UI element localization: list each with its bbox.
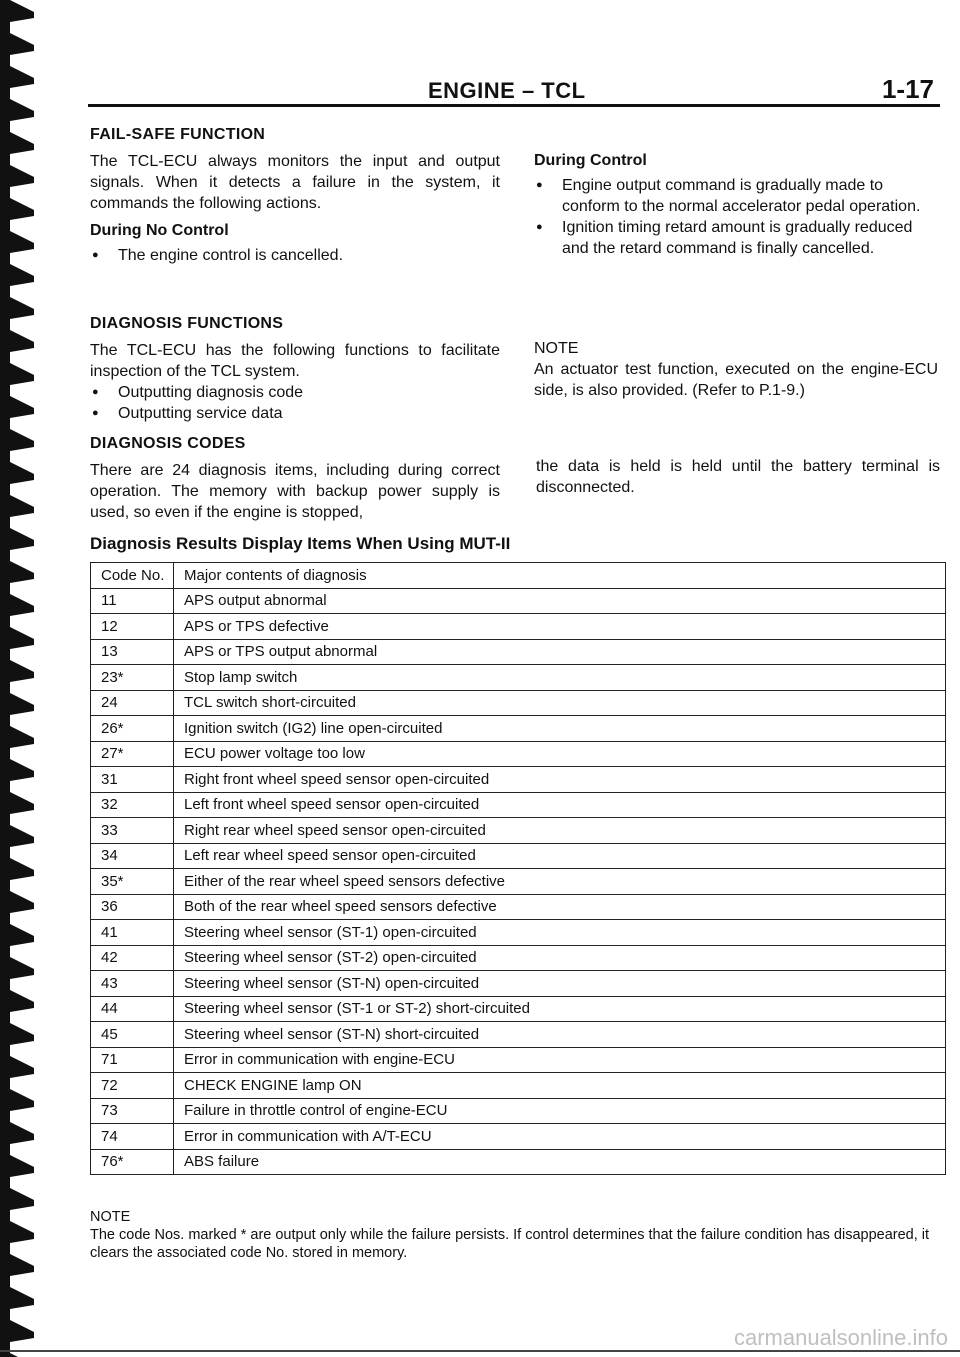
- binding-tooth: [10, 1155, 34, 1177]
- binding-tooth: [10, 66, 34, 88]
- description-cell: Steering wheel sensor (ST-1) open-circuited: [174, 920, 946, 946]
- diag-codes-heading: DIAGNOSIS CODES: [90, 435, 246, 452]
- binding-tooth: [10, 792, 34, 814]
- binding-tooth: [10, 495, 34, 517]
- description-cell: Steering wheel sensor (ST-2) open-circuited: [174, 945, 946, 971]
- binding-tooth: [10, 858, 34, 880]
- binding-tooth: [10, 330, 34, 352]
- binding-tooth: [10, 990, 34, 1012]
- table-row: [91, 1073, 946, 1099]
- code-cell: 35*: [91, 869, 174, 895]
- description-cell: ECU power voltage too low: [174, 741, 946, 767]
- code-cell: 41: [91, 920, 174, 946]
- table-row: [91, 996, 946, 1022]
- footer-note: [90, 1208, 948, 1262]
- code-cell: 24: [91, 690, 174, 716]
- table-row: [91, 971, 946, 997]
- code-cell: 76*: [91, 1149, 174, 1175]
- description-cell: Error in communication with A/T-ECU: [174, 1124, 946, 1150]
- binding-tooth: [10, 165, 34, 187]
- table-row: [91, 665, 946, 691]
- code-cell: 33: [91, 818, 174, 844]
- binding-tooth: [10, 759, 34, 781]
- binding-tooth: [10, 99, 34, 121]
- binding-tooth: [10, 1056, 34, 1078]
- binding-tooth: [10, 693, 34, 715]
- footer-note-label: NOTE: [90, 1209, 131, 1225]
- binding-tooth: [10, 1353, 34, 1357]
- binding-tooth: [10, 0, 34, 22]
- table-row: [91, 614, 946, 640]
- binding-tooth: [10, 594, 34, 616]
- description-cell: APS output abnormal: [174, 588, 946, 614]
- description-cell: Either of the rear wheel speed sensors defective: [174, 869, 946, 895]
- header-rule: [88, 104, 940, 107]
- table-row: [91, 792, 946, 818]
- binding-tooth: [10, 891, 34, 913]
- binding-tooth: [10, 924, 34, 946]
- description-cell: Both of the rear wheel speed sensors defective: [174, 894, 946, 920]
- binding-tooth: [10, 198, 34, 220]
- code-cell: 43: [91, 971, 174, 997]
- description-cell: Error in communication with engine-ECU: [174, 1047, 946, 1073]
- table-row: [91, 1022, 946, 1048]
- column-header-contents: Major contents of diagnosis: [174, 563, 946, 589]
- code-cell: 71: [91, 1047, 174, 1073]
- diag-function-item: ● Outputting service data: [90, 403, 500, 424]
- binding-tooth: [10, 561, 34, 583]
- code-cell: 45: [91, 1022, 174, 1048]
- binding-tooth: [10, 1188, 34, 1210]
- table-row: [91, 843, 946, 869]
- diag-codes-continued: [536, 456, 940, 498]
- binding-tooth: [10, 1122, 34, 1144]
- code-cell: 74: [91, 1124, 174, 1150]
- table-row: [91, 818, 946, 844]
- diag-functions-intro: The TCL-ECU has the following functions to facilitate inspection of the TCL system.: [90, 342, 500, 380]
- table-row: [91, 1149, 946, 1175]
- description-cell: Steering wheel sensor (ST-N) open-circuited: [174, 971, 946, 997]
- footer-note-text: The code Nos. marked * are output only while the failure persists. If control determines that the failure condition has disappeared, it clears the associated code No. stored in memory.: [90, 1227, 930, 1261]
- description-cell: Left rear wheel speed sensor open-circuited: [174, 843, 946, 869]
- table-row: [91, 945, 946, 971]
- description-cell: Left front wheel speed sensor open-circuited: [174, 792, 946, 818]
- page-header: [88, 74, 940, 102]
- code-cell: 13: [91, 639, 174, 665]
- table-row: [91, 869, 946, 895]
- code-cell: 26*: [91, 716, 174, 742]
- description-cell: Failure in throttle control of engine-ECU: [174, 1098, 946, 1124]
- table-row: [91, 767, 946, 793]
- binding-tooth: [10, 396, 34, 418]
- binding-tooth: [10, 33, 34, 55]
- table-body: [91, 588, 946, 1175]
- binding-tooth: [10, 1254, 34, 1276]
- description-cell: Right rear wheel speed sensor open-circuited: [174, 818, 946, 844]
- description-cell: Steering wheel sensor (ST-N) short-circuited: [174, 1022, 946, 1048]
- column-header-code: Code No.: [91, 563, 174, 589]
- watermark: carmanualsonline.info: [733, 1325, 948, 1350]
- failsafe-intro: The TCL-ECU always monitors the input and output signals. When it detects a failure in the system, it commands the following actions.: [90, 153, 500, 212]
- actuator-note: [534, 338, 938, 401]
- code-cell: 34: [91, 843, 174, 869]
- code-cell: 42: [91, 945, 174, 971]
- table-row: [91, 588, 946, 614]
- binding-tooth: [10, 132, 34, 154]
- binding-tooth: [10, 462, 34, 484]
- description-cell: ABS failure: [174, 1149, 946, 1175]
- failsafe-section: [90, 124, 500, 266]
- code-cell: 11: [91, 588, 174, 614]
- description-cell: Right front wheel speed sensor open-circuited: [174, 767, 946, 793]
- table-row: [91, 894, 946, 920]
- description-cell: Steering wheel sensor (ST-1 or ST-2) short-circuited: [174, 996, 946, 1022]
- code-cell: 27*: [91, 741, 174, 767]
- binding-tooth: [10, 825, 34, 847]
- description-cell: APS or TPS defective: [174, 614, 946, 640]
- binding-tooth: [10, 957, 34, 979]
- note-text: An actuator test function, executed on the engine-ECU side, is also provided. (Refer to P.1-9.): [534, 361, 938, 399]
- binding-edge: [0, 0, 42, 1357]
- no-control-item: ● The engine control is cancelled.: [90, 245, 500, 266]
- binding-tooth: [10, 1023, 34, 1045]
- code-cell: 44: [91, 996, 174, 1022]
- control-heading: During Control: [534, 152, 647, 169]
- description-cell: CHECK ENGINE lamp ON: [174, 1073, 946, 1099]
- diag-function-item: ● Outputting diagnosis code: [90, 382, 500, 403]
- binding-tooth: [10, 231, 34, 253]
- binding-tooth: [10, 363, 34, 385]
- table-row: [91, 1047, 946, 1073]
- diag-functions-heading: DIAGNOSIS FUNCTIONS: [90, 315, 284, 332]
- binding-tooth: [10, 1320, 34, 1342]
- table-row: [91, 741, 946, 767]
- binding-tooth: [10, 1089, 34, 1111]
- table-title: Diagnosis Results Display Items When Using MUT-II: [90, 534, 511, 553]
- table-row: [91, 1124, 946, 1150]
- binding-tooth: [10, 660, 34, 682]
- code-cell: 72: [91, 1073, 174, 1099]
- diagnosis-table: [90, 562, 946, 1175]
- failsafe-heading: FAIL-SAFE FUNCTION: [90, 126, 266, 143]
- code-cell: 73: [91, 1098, 174, 1124]
- description-cell: TCL switch short-circuited: [174, 690, 946, 716]
- code-cell: 31: [91, 767, 174, 793]
- code-cell: 12: [91, 614, 174, 640]
- binding-tooth: [10, 264, 34, 286]
- header-title: ENGINE – TCL: [428, 78, 586, 103]
- diag-codes-text-right: the data is held is held until the battery terminal is disconnected.: [536, 458, 940, 496]
- table-row: [91, 690, 946, 716]
- binding-tooth: [10, 627, 34, 649]
- binding-tooth: [10, 1287, 34, 1309]
- diag-functions-section: [90, 313, 500, 424]
- diag-codes-section: [90, 433, 500, 523]
- binding-tooth: [10, 297, 34, 319]
- description-cell: APS or TPS output abnormal: [174, 639, 946, 665]
- binding-tooth: [10, 429, 34, 451]
- code-cell: 32: [91, 792, 174, 818]
- code-cell: 23*: [91, 665, 174, 691]
- control-item: ● Engine output command is gradually made to conform to the normal accelerator pedal operation.: [534, 175, 938, 217]
- table-row: [91, 716, 946, 742]
- table-row: [91, 920, 946, 946]
- no-control-heading: During No Control: [90, 222, 229, 239]
- binding-tooth: [10, 528, 34, 550]
- note-label: NOTE: [534, 340, 579, 357]
- description-cell: Ignition switch (IG2) line open-circuited: [174, 716, 946, 742]
- binding-tooth: [10, 1221, 34, 1243]
- code-cell: 36: [91, 894, 174, 920]
- control-item: ● Ignition timing retard amount is gradually reduced and the retard command is finally cancelled.: [534, 217, 938, 259]
- diag-codes-text-left: There are 24 diagnosis items, including during correct operation. The memory with backup power supply is used, so even if the engine is stopped,: [90, 462, 500, 521]
- binding-tooth: [10, 726, 34, 748]
- table-row: [91, 1098, 946, 1124]
- table-row: [91, 639, 946, 665]
- table-header-row: [91, 563, 946, 589]
- page-number: 1-17: [881, 74, 934, 104]
- description-cell: Stop lamp switch: [174, 665, 946, 691]
- during-control-section: [534, 150, 938, 259]
